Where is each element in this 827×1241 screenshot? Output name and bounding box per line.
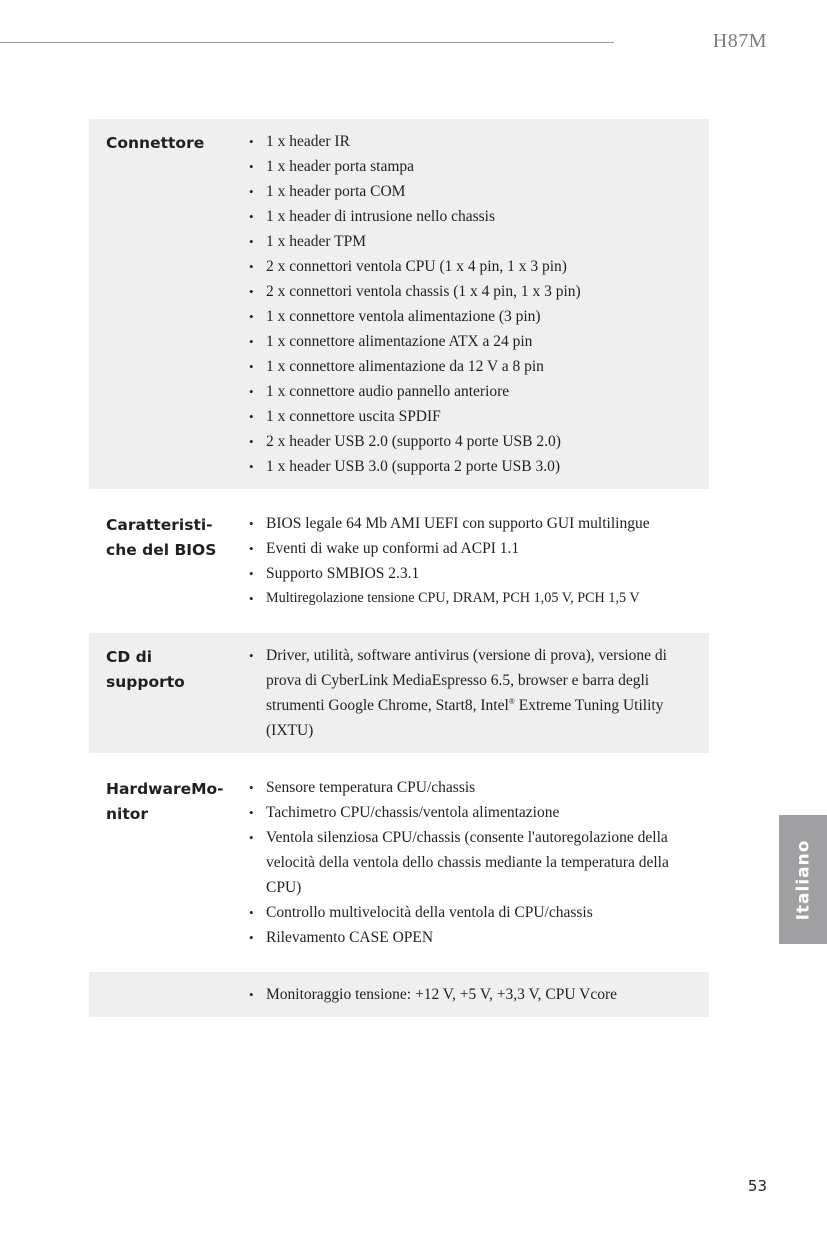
row-label-hardware-monitor [89,765,249,960]
list-item: • Multiregolazione tensione CPU, DRAM, PCH 1,05 V, PCH 1,5 V [249,590,640,606]
list-item: • 2 x header USB 2.0 (supporto 4 porte USB 2.0) [249,433,561,450]
row-label-line: HardwareMo- [106,780,224,798]
row-label-line: CD di [106,648,153,666]
connettore-list [249,119,709,489]
spec-table [89,119,709,1017]
list-item: • 1 x connettore alimentazione ATX a 24 pin [249,333,533,350]
list-item: • 2 x connettori ventola chassis (1 x 4 pin, 1 x 3 pin) [249,283,581,300]
list-item: • 1 x header TPM [249,233,367,250]
list-item: • Eventi di wake up conformi ad ACPI 1.1 [249,540,520,557]
row-connettore [89,119,709,489]
list-item: • BIOS legale 64 Mb AMI UEFI con supporto GUI multilingue [249,515,650,532]
header-rule [0,42,614,43]
row-label-empty [89,972,249,1017]
list-item: • 1 x header USB 3.0 (supporta 2 porte USB 3.0) [249,458,561,475]
row-label-bios [89,501,249,621]
list-item: • Monitoraggio tensione: +12 V, +5 V, +3,3 V, CPU Vcore [249,986,618,1003]
list-item: • 1 x header IR [249,133,350,150]
list-item: • Supporto SMBIOS 2.3.1 [249,565,420,582]
row-label-line: supporto [106,673,185,691]
row-hardware-monitor-cont [89,972,709,1017]
bios-list [249,501,709,621]
list-item: • Ventola silenziosa CPU/chassis (consente l'autoregolazione della velocità della ventola dello chassis mediante la temperatura della CPU) [249,829,669,896]
row-label-line: che del BIOS [106,541,217,559]
list-item: • Controllo multivelocità della ventola di CPU/chassis [249,904,593,921]
row-gap [89,489,709,501]
list-item: • 2 x connettori ventola CPU (1 x 4 pin, 1 x 3 pin) [249,258,567,275]
row-gap [89,960,709,972]
list-item: • 1 x header porta stampa [249,158,415,175]
row-hardware-monitor [89,765,709,960]
list-item: • Sensore temperatura CPU/chassis [249,779,476,796]
list-item: • Rilevamento CASE OPEN [249,929,434,946]
model-name: H87M [712,30,767,52]
hardware-list [249,765,709,960]
row-label-line: Caratteristi- [106,516,213,534]
row-label-line: nitor [106,805,149,823]
list-item: • Tachimetro CPU/chassis/ventola alimentazione [249,804,560,821]
list-item: • 1 x connettore uscita SPDIF [249,408,441,425]
list-item: • 1 x connettore audio pannello anteriore [249,383,510,400]
row-gap [89,753,709,765]
row-gap [89,621,709,633]
registered-mark: ® [508,696,515,706]
list-item: • Driver, utilità, software antivirus (versione di prova), versione di prova di CyberLink MediaEspresso 6.5, browser e barra degli strumenti Google Chrome, Start8, Intel® Extreme Tuning Utility (IXTU) [249,647,667,739]
list-item: • 1 x header di intrusione nello chassis [249,208,496,225]
row-label-connettore: Connettore [106,134,205,152]
cd-list [249,633,709,753]
language-tab [779,815,827,944]
list-item: • 1 x header porta COM [249,183,406,200]
language-tab-label: Italiano [793,839,813,920]
page-number: 53 [747,1177,767,1195]
list-item: • 1 x connettore ventola alimentazione (3 pin) [249,308,541,325]
list-item: • 1 x connettore alimentazione da 12 V a 8 pin [249,358,544,375]
row-label-cd [89,633,249,753]
row-bios [89,501,709,621]
hardware-extra-list [249,972,709,1017]
row-cd [89,633,709,753]
